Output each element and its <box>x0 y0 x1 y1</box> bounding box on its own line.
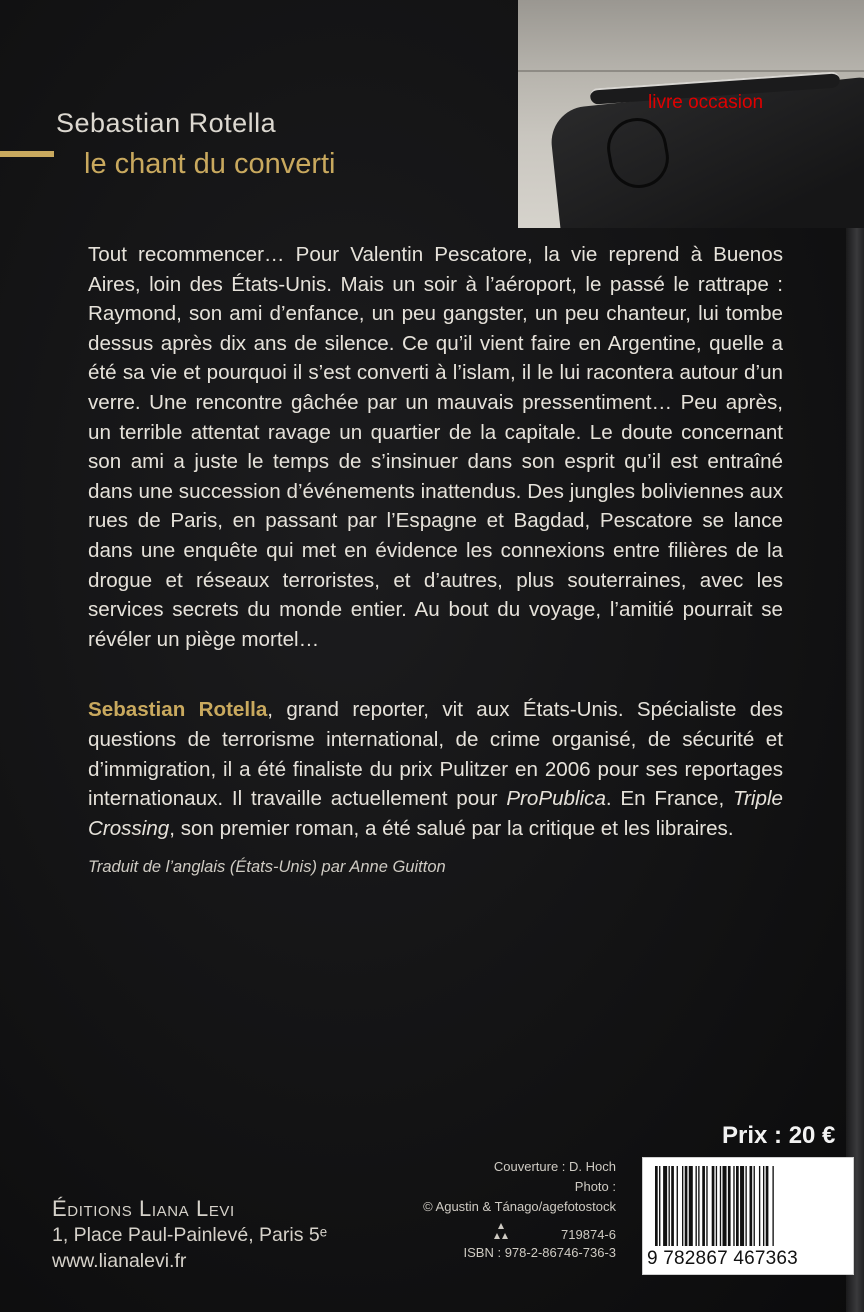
publisher-name: Éditions Liana Levi <box>52 1196 235 1221</box>
barcode-bars <box>653 1166 845 1248</box>
cover-photo-suitcase <box>518 0 864 228</box>
bio-novel-title: Triple Crossing <box>88 787 783 841</box>
translator-credit: Traduit de l’anglais (États-Unis) par Anne Guitton <box>88 858 446 876</box>
isbn-text: ISBN : 978-2-86746-736-3 <box>463 1245 616 1260</box>
bio-text-1: , grand reporter, vit aux États-Unis. Spécialiste des questions de terrorisme international, de crime organisé, de sécurité et d’immigration, il a été finaliste du prix Pulitzer en 2006 pour ses reportages internationaux. Il travaille actuellement pour <box>88 698 783 811</box>
author-bio <box>88 695 783 844</box>
price-label: Prix : 20 € <box>722 1122 836 1149</box>
photo-credit: © Agustin & Tánago/agefotostock <box>423 1199 616 1214</box>
publisher-url: www.lianalevi.fr <box>52 1250 187 1272</box>
title-accent-bar <box>0 151 54 157</box>
bio-author-name: Sebastian Rotella <box>88 698 268 721</box>
bio-text-3: , son premier roman, a été salué par la critique et les libraires. <box>169 817 734 841</box>
photo-floor-line <box>518 70 864 72</box>
synopsis-paragraph: Tout recommencer… Pour Valentin Pescatore, la vie reprend à Buenos Aires, loin des États-Unis. Mais un soir à l’aéroport, le passé le rattrape : Raymond, son ami d’enfance, un peu gangster, un peu chanteur, lui tombe dessus après dix ans de silence. Ce qu’il vient faire en Argentine, quelle a été sa vie et pourquoi il s’est converti à l’islam, il le lui racontera autour d’un verre. Une rencontre gâchée par un mauvais pressentiment… Peu après, un terrible attentat ravage un quartier de la capitale. Le doute concernant son ami a juste le temps de s’insinuer dans son esprit qu’il est entraîné dans une succession d’événements inattendus. Des jungles boliviennes aux rues de Paris, en passant par l’Espagne et Bagdad, Pescatore se lance dans une enquête qui met en évidence les connexions entre filières de la drogue et réseaux terroristes, et d’autres, plus souterraines, avec les services secrets du monde entier. Au bout du voyage, l’amitié pourrait se révéler un piège mortel… <box>88 243 783 651</box>
book-title: le chant du converti <box>84 148 336 180</box>
isbn-barcode <box>642 1157 854 1275</box>
recycle-logo-icon <box>490 1221 512 1246</box>
author-name: Sebastian Rotella <box>56 108 277 138</box>
bio-text-2: . En France, <box>605 787 734 811</box>
publisher-block <box>52 1196 327 1274</box>
internal-code: 719874-6 <box>561 1227 616 1242</box>
bio-publication: ProPublica <box>506 787 606 811</box>
publisher-address: 1, Place Paul-Painlevé, Paris 5ᵉ <box>52 1224 327 1246</box>
watermark-text: livre occasion <box>648 92 764 113</box>
cover-credit: Couverture : D. Hoch <box>493 1159 616 1174</box>
barcode-digits: 9 782867 467363 <box>647 1248 798 1269</box>
cover-credits <box>372 1157 616 1217</box>
photo-credit-label: Photo : <box>574 1179 616 1194</box>
internal-code-row <box>476 1221 616 1245</box>
